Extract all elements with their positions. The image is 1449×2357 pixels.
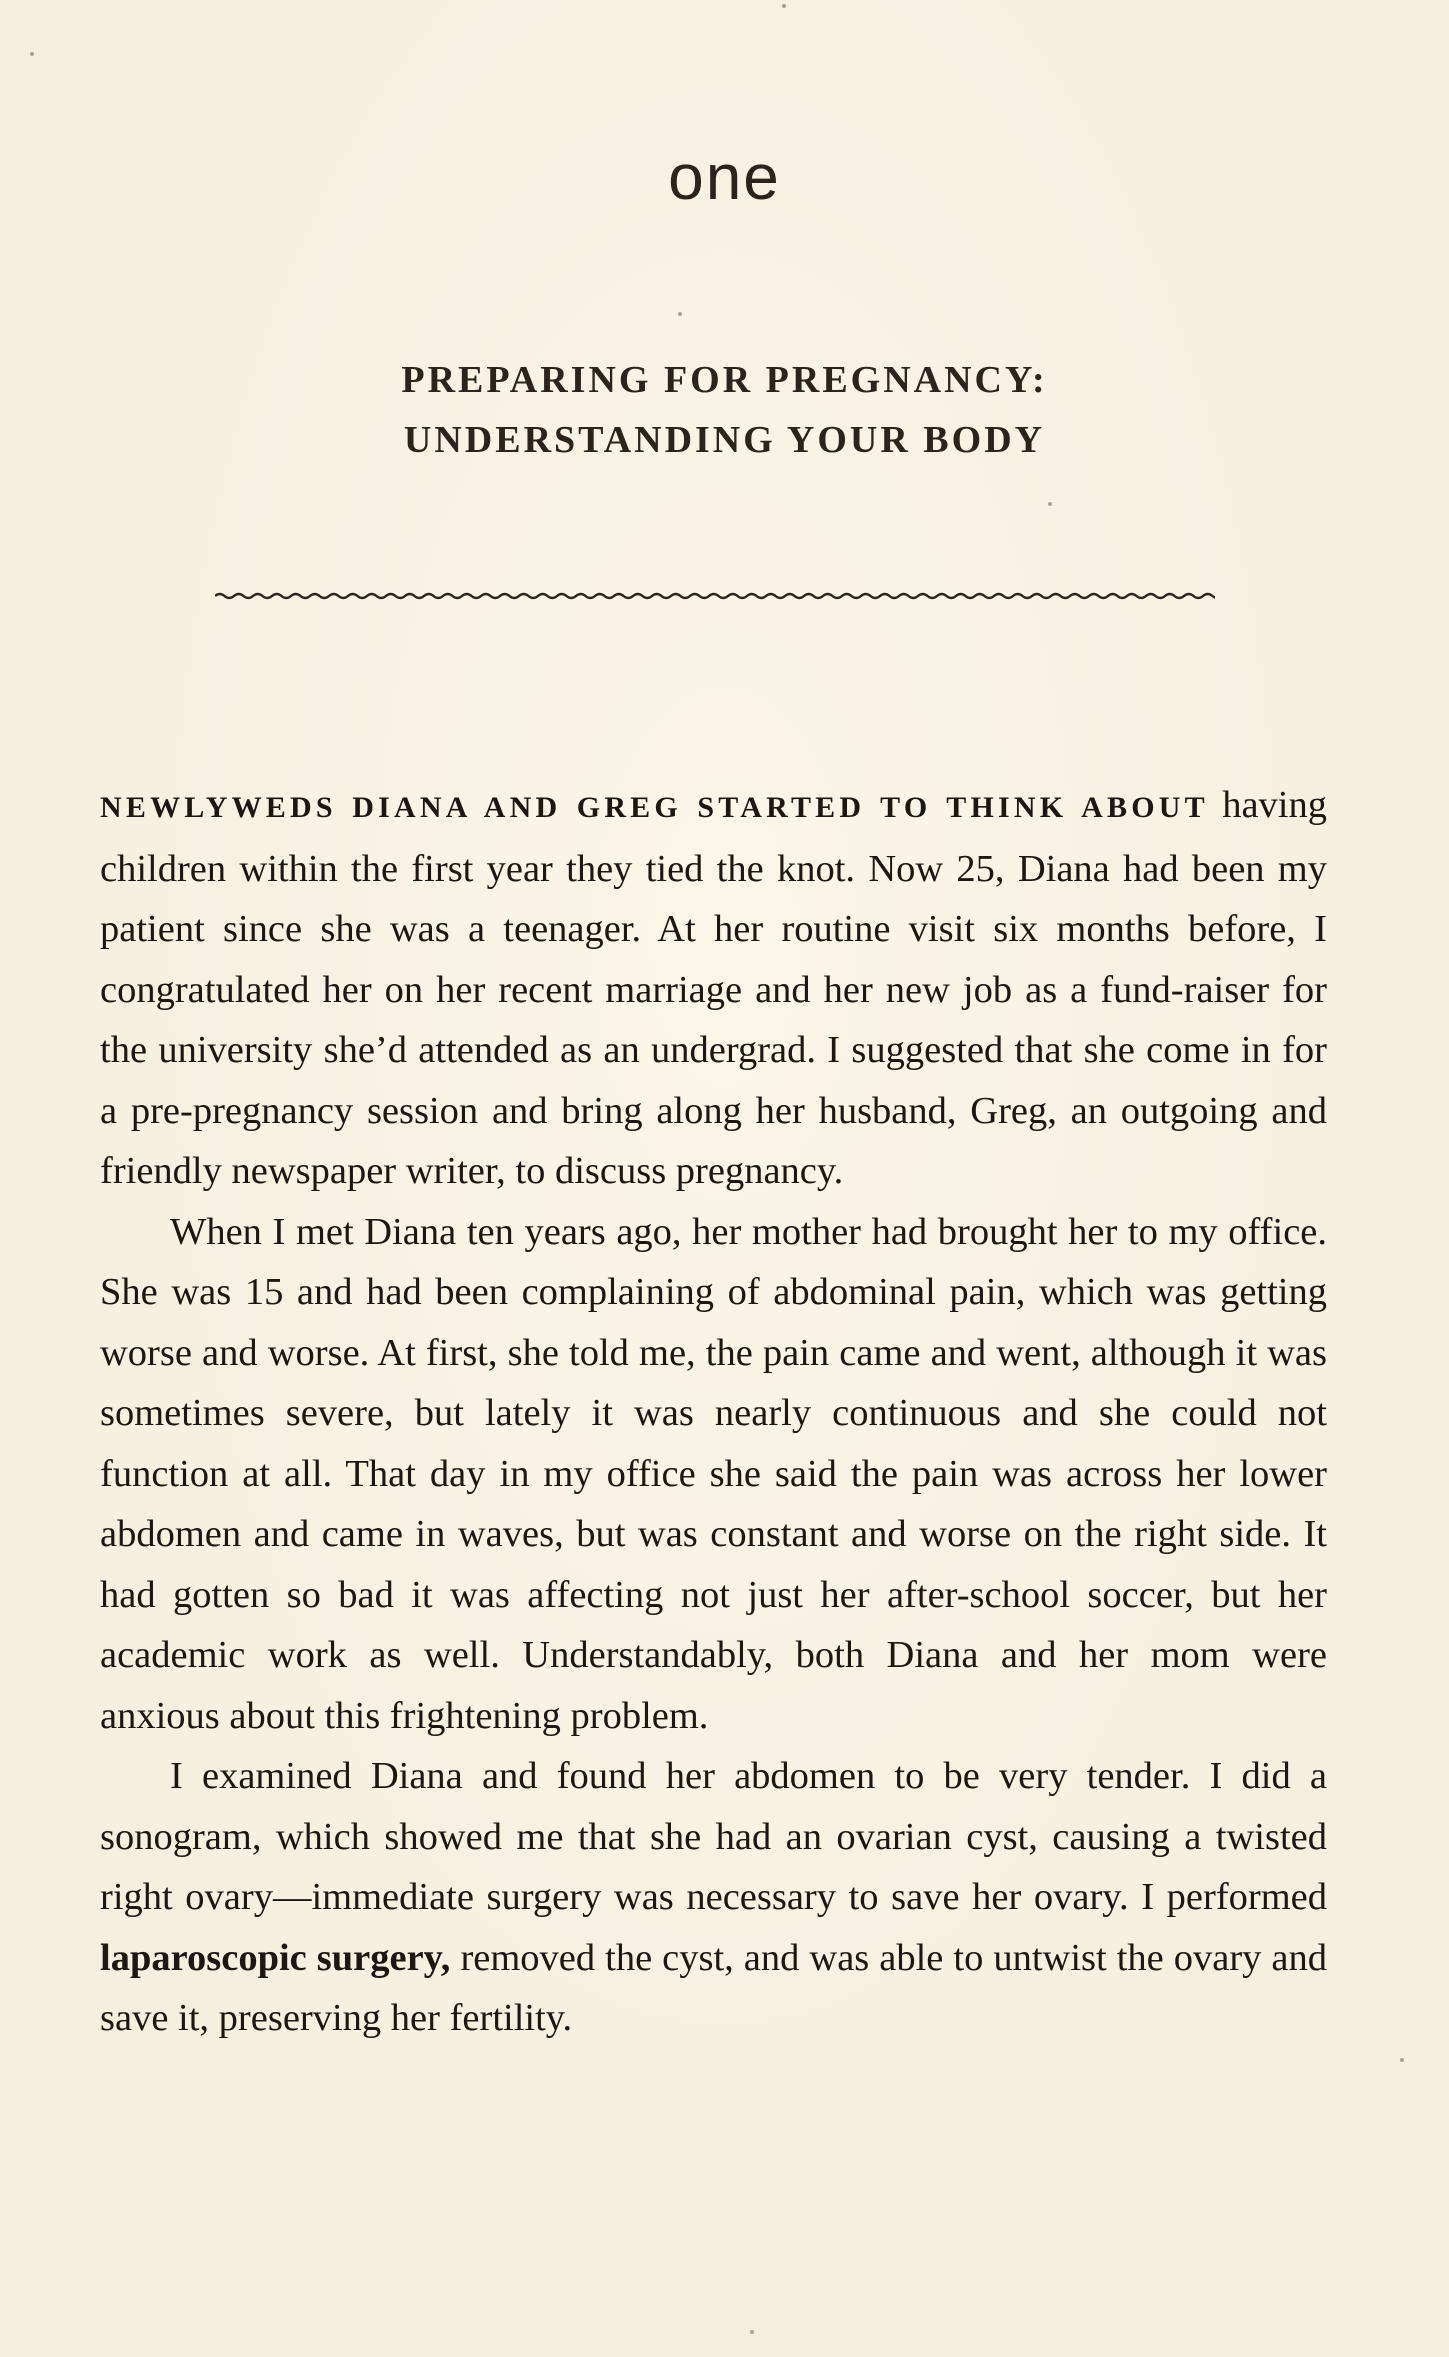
- paper-speck: [782, 4, 786, 8]
- paper-speck: [1048, 502, 1052, 506]
- paragraph-3: [100, 1746, 1327, 2049]
- bold-term: laparoscopic surgery,: [100, 1936, 451, 1979]
- body-text: [100, 775, 1327, 2049]
- chapter-title-line-2: UNDERSTANDING YOUR BODY: [403, 419, 1046, 461]
- chapter-number: one: [668, 141, 781, 213]
- lead-in-caps: NEWLYWEDS DIANA AND GREG STARTED TO THINK ABOUT: [100, 791, 1209, 824]
- wavy-divider: [215, 585, 1215, 607]
- chapter-title-line-1: PREPARING FOR PREGNANCY:: [401, 359, 1048, 401]
- paper-speck: [1400, 2058, 1404, 2062]
- paragraph-3-text-before: I examined Diana and found her abdomen to be very tender. I did a sonogram, which showed me that she had an ovarian cyst, causing a twisted right ovary—immediate surgery was necessary to save her ovary. I performed: [100, 1755, 1327, 1918]
- paragraph-3-text-after: removed the cyst, and was able to untwist the ovary and save it, preserving her fertility.: [100, 1936, 1327, 2039]
- paragraph-2: When I met Diana ten years ago, her mother had brought her to my office. She was 15 and had been complaining of abdominal pain, which was getting worse and worse. At first, she told me, the pain came and went, although it was sometimes severe, but lately it was nearly continuous and she could not function at all. That day in my office she said the pain was across her lower abdomen and came in waves, but was constant and worse on the right side. It had gotten so bad it was affecting not just her after-school soccer, but her academic work as well. Understandably, both Diana and her mom were anxious about this frightening problem.: [100, 1210, 1327, 1737]
- paper-speck: [750, 2330, 754, 2334]
- paper-speck: [30, 52, 34, 56]
- paragraph-1-text: having children within the first year they tied the knot. Now 25, Diana had been my patient since she was a teenager. At her routine visit six months before, I congratulated her on her recent marriage and her new job as a fund-raiser for the university she’d attended as an undergrad. I suggested that she come in for a pre-pregnancy session and bring along her husband, Greg, an outgoing and friendly newspaper writer, to discuss pregnancy.: [100, 784, 1328, 1192]
- chapter-title: [0, 350, 1449, 470]
- paper-speck: [678, 312, 682, 316]
- paragraph-1: [100, 775, 1327, 1202]
